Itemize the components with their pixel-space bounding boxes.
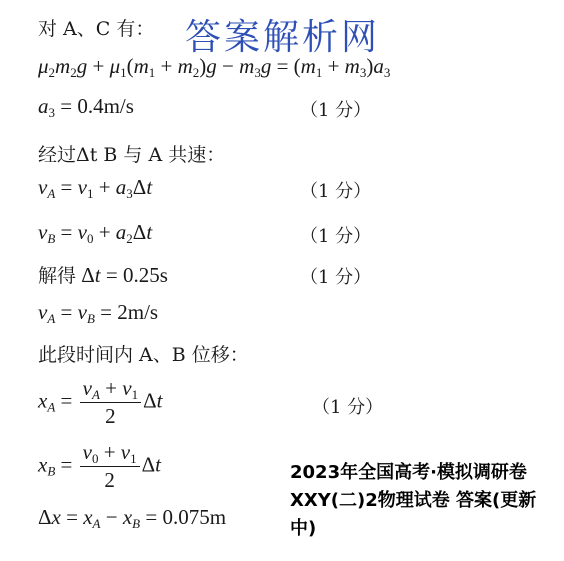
score-va: （1 分） (300, 181, 372, 202)
score-vb: （1 分） (300, 226, 372, 247)
fraction-xa: $\frac{v_A + v_1}{2}$ (80, 376, 141, 429)
watermark-logo: 答案解析网 (185, 17, 381, 58)
dt-value: 0.25s (122, 263, 168, 287)
equation-a3: $a_3 = 0.4m/s$ (38, 94, 134, 120)
equation-friction: $\mu_2m_2g + \mu_1(m_1 + m_2)g - m_3g = (m_1 + m_3)a_3$ (38, 54, 391, 80)
fraction-xb: $\frac{v_0 + v_1}{2}$ (80, 440, 140, 493)
overlay-title: 2023年全国高考·模拟调研卷XXY(二)2物理试卷 答案(更新中) (290, 462, 537, 539)
displacement-intro: 此段时间内 A、B 位移： (38, 344, 249, 366)
equation-dt: 解得 Δt = 0.25s (38, 263, 168, 287)
v-value: 2m/s (117, 300, 159, 324)
equation-common-speed: $v_A = v_B = 2m/s$ (38, 300, 159, 326)
equation-xa: $x_A$ = $\frac{v_A + v_1}{2}$ Δt (38, 376, 163, 428)
solve-prefix: 解得 (38, 265, 77, 287)
score-xa: （1 分） (312, 397, 384, 418)
intro-ac: 对 A、C 有： (38, 18, 155, 40)
a3-value: 0.4m/s (77, 94, 134, 118)
cospeed-text: 经过Δt B 与 A 共速： (38, 144, 226, 166)
score-dt: （1 分） (300, 267, 372, 288)
equation-xb: $x_B$ = $\frac{v_0 + v_1}{2}$ Δt (38, 440, 161, 492)
score-a3: （1 分） (300, 100, 372, 121)
equation-va: $v_A = v_1 + a_3\Delta t$ (38, 175, 153, 201)
equation-vb: $v_B = v_0 + a_2\Delta t$ (38, 220, 153, 246)
dx-value: 0.075m (162, 505, 227, 529)
equation-dx: $\Delta x = x_A - x_B = 0.075m$ (38, 505, 227, 531)
